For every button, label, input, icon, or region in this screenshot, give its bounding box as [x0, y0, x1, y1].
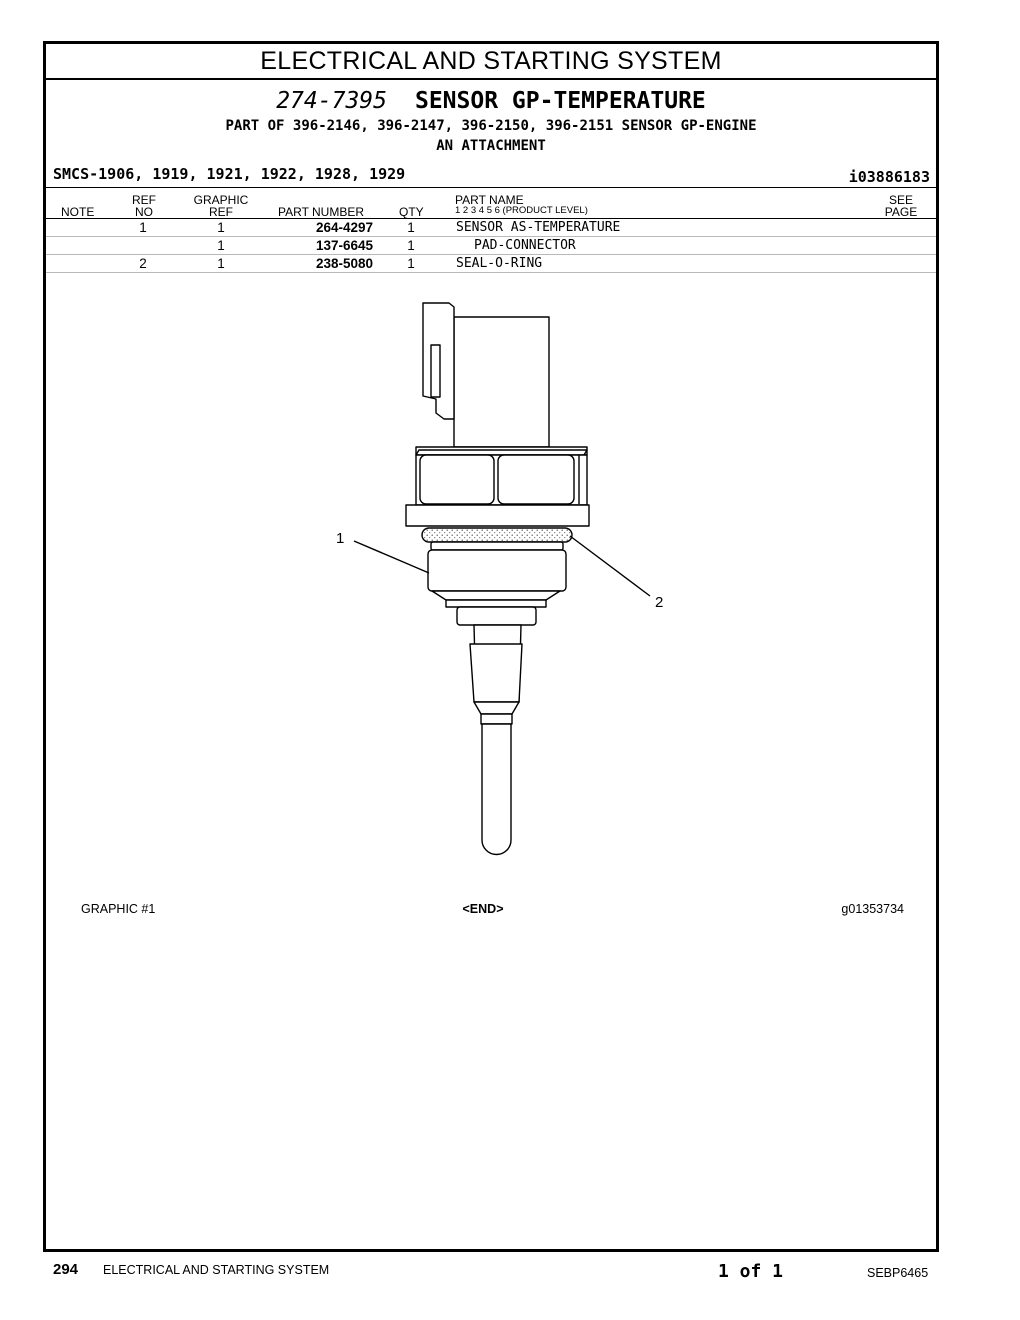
graphic-ref: 1	[217, 238, 225, 253]
part-name: PAD-CONNECTOR	[474, 238, 576, 253]
footer-book-id: SEBP6465	[867, 1266, 929, 1280]
sensor-body	[428, 550, 566, 591]
document-id: i03886183	[848, 168, 930, 186]
footer-section: ELECTRICAL AND STARTING SYSTEM	[103, 1263, 330, 1277]
callout-2-leader	[570, 536, 650, 596]
section-title: ELECTRICAL AND STARTING SYSTEM	[260, 47, 722, 75]
col-qty: QTY	[399, 205, 424, 219]
probe-tip	[482, 724, 511, 855]
part-number: 137-6645	[315, 238, 373, 253]
part-number: 264-4297	[315, 220, 373, 235]
attachment-line: AN ATTACHMENT	[436, 138, 546, 154]
part-number: 238-5080	[315, 256, 373, 271]
part-title-name: SENSOR GP-TEMPERATURE	[414, 88, 706, 114]
connector-housing	[454, 317, 549, 447]
col-graphic-top: GRAPHIC	[193, 193, 249, 207]
end-marker: <END>	[462, 902, 504, 916]
graphic-ref: 1	[217, 256, 225, 271]
callout-1-leader	[354, 541, 429, 573]
footer-page-number: 294	[53, 1261, 79, 1278]
col-see-bottom: PAGE	[884, 205, 918, 219]
col-graphic-bottom: REF	[209, 205, 233, 219]
quantity: 1	[407, 238, 415, 253]
quantity: 1	[407, 256, 415, 271]
col-ref-top: REF	[132, 193, 156, 207]
callout-1: 1	[336, 530, 345, 547]
ref-no: 2	[139, 256, 147, 271]
smcs-codes: SMCS-1906, 1919, 1921, 1922, 1928, 1929	[53, 165, 406, 183]
col-note: NOTE	[61, 205, 95, 219]
quantity: 1	[407, 220, 415, 235]
part-of-line: PART OF 396-2146, 396-2147, 396-2150, 396-2151 SENSOR GP-ENGINE	[225, 118, 757, 134]
callout-2: 2	[655, 594, 664, 611]
probe-shaft	[470, 644, 522, 702]
flange	[406, 505, 589, 526]
col-see-top: SEE	[888, 193, 913, 207]
col-part-number: PART NUMBER	[278, 205, 365, 219]
footer-page-count: 1 of 1	[718, 1261, 784, 1282]
page-frame	[43, 41, 939, 1252]
part-title-number: 274-7395	[276, 88, 387, 114]
part-name: SEAL-O-RING	[456, 256, 543, 271]
graphic-label: GRAPHIC #1	[81, 902, 156, 916]
col-part-name: PART NAME	[455, 193, 524, 207]
graphic-ref: 1	[217, 220, 225, 235]
part-name: SENSOR AS-TEMPERATURE	[456, 220, 621, 235]
graphic-id: g01353734	[841, 902, 904, 916]
col-ref-bottom: NO	[135, 205, 153, 219]
latch-slot	[431, 345, 440, 397]
sensor-illustration	[46, 44, 936, 1249]
o-ring	[422, 528, 572, 542]
ref-no: 1	[139, 220, 147, 235]
col-product-levels: 1 2 3 4 5 6 (PRODUCT LEVEL)	[455, 205, 588, 216]
